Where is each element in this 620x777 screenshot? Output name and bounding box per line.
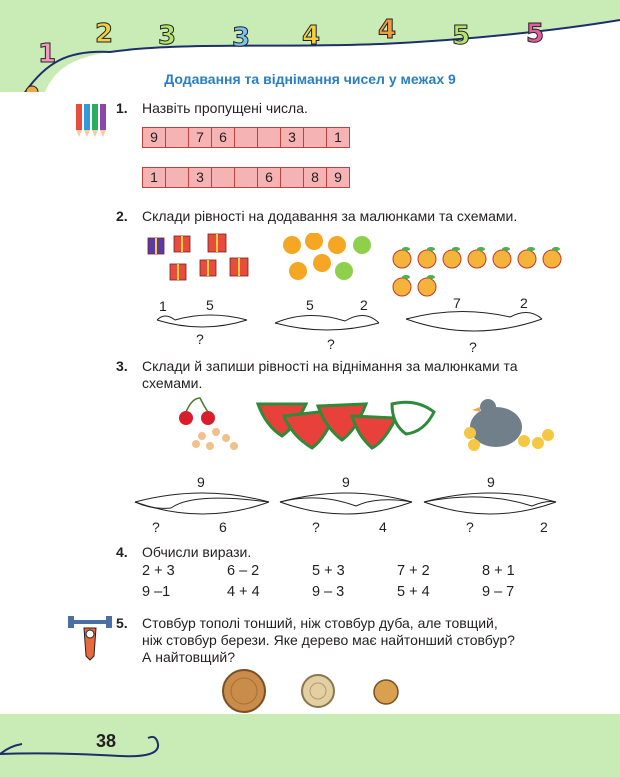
strip-cell-empty[interactable]: [235, 168, 258, 187]
page-number: 38: [96, 731, 117, 751]
expression: 5 + 4: [397, 584, 430, 600]
fruits-picture: [280, 233, 380, 288]
scheme-label: ?: [466, 519, 474, 535]
scheme-label: 2: [360, 297, 368, 313]
pencils-icon: [72, 102, 112, 138]
task-5-line2: ніж стовбур берези. Яке дерево має найтонший стовбур?: [142, 632, 515, 648]
task-4-number: 4.: [116, 544, 128, 560]
scheme-label: 2: [540, 519, 548, 535]
task-5-number: 5.: [116, 615, 128, 631]
svg-text:4: 4: [302, 21, 321, 51]
scheme-label: 6: [219, 519, 227, 535]
strip-cell-empty[interactable]: [258, 128, 281, 147]
svg-text:4: 4: [378, 15, 397, 45]
svg-text:5: 5: [526, 19, 545, 49]
scheme-label: 9: [342, 474, 350, 490]
strip-cell-empty[interactable]: [304, 128, 327, 147]
number-strip-1: [142, 127, 350, 148]
scheme-3b: [278, 486, 414, 522]
strongman-icon: [68, 614, 112, 662]
scheme-label: ?: [327, 336, 335, 352]
svg-text:5: 5: [452, 21, 471, 51]
scheme-label: 2: [520, 295, 528, 311]
expression: 6 – 2: [227, 563, 260, 579]
scheme-label: 9: [487, 474, 495, 490]
svg-text:2: 2: [95, 19, 114, 49]
strip-cell: 6: [212, 128, 235, 147]
strip-cell-empty[interactable]: [281, 168, 304, 187]
task-1-number: 1.: [116, 100, 128, 116]
expression: 2 + 3: [142, 563, 175, 579]
strip-cell-empty[interactable]: [166, 128, 189, 147]
number-strip-2: [142, 167, 350, 188]
apples-picture: [388, 243, 563, 301]
strip-cell-empty[interactable]: [212, 168, 235, 187]
gift-boxes-picture: [140, 228, 265, 283]
strip-cell: 9: [334, 169, 342, 185]
scheme-label: 5: [306, 297, 314, 313]
cherries-picture: [172, 396, 242, 454]
task-4-text: Обчисли вирази.: [142, 544, 252, 560]
expression: 5 + 3: [312, 563, 345, 579]
page-title: Додавання та віднімання чисел у межах 9: [164, 71, 456, 87]
task-3-text-line2: схемами.: [142, 375, 203, 391]
footer-band: [0, 714, 620, 777]
svg-text:3: 3: [232, 23, 251, 53]
strip-cell: 7: [189, 128, 212, 147]
task-5-line3: А найтовщий?: [142, 649, 235, 665]
task-5-line1: Стовбур тополі тонший, ніж стовбур дуба, але товщий,: [142, 615, 498, 631]
scheme-label: 9: [197, 474, 205, 490]
task-3-text-line1: Склади й запиши рівності на віднімання за малюнками та: [142, 358, 518, 374]
expression: 8 + 1: [482, 563, 515, 579]
strip-cell-empty[interactable]: [166, 168, 189, 187]
expression: 4 + 4: [227, 584, 260, 600]
scheme-label: 4: [379, 519, 387, 535]
scheme-3a: [133, 486, 271, 522]
watermelon-picture: [256, 396, 442, 454]
scheme-label: 1: [159, 298, 167, 314]
scheme-label: ?: [196, 331, 204, 347]
expression: 9 – 3: [312, 584, 345, 600]
task-1-text: Назвіть пропущені числа.: [142, 100, 308, 116]
task-2-text: Склади рівності на додавання за малюнками та схемами.: [142, 208, 518, 224]
expression: 7 + 2: [397, 563, 430, 579]
task-2-number: 2.: [116, 208, 128, 224]
strip-cell: 6: [258, 168, 281, 187]
scheme-label: ?: [469, 339, 477, 355]
scheme-label: 7: [453, 295, 461, 311]
tree-trunks-picture: [220, 668, 410, 714]
scheme-3c: [422, 486, 558, 522]
scheme-label: 5: [206, 297, 214, 313]
strip-cell: 1: [143, 168, 166, 187]
scheme-label: ?: [152, 519, 160, 535]
hen-and-chicks-picture: [460, 393, 556, 455]
strip-cell: 1: [334, 129, 342, 145]
task-3-number: 3.: [116, 358, 128, 374]
svg-text:1: 1: [38, 39, 57, 69]
strip-cell-empty[interactable]: [235, 128, 258, 147]
strip-cell: 3: [189, 168, 212, 187]
scheme-label: ?: [312, 519, 320, 535]
strip-cell: 8: [304, 168, 327, 187]
strip-cell: 3: [281, 128, 304, 147]
expression: 9 – 7: [482, 584, 515, 600]
svg-text:3: 3: [158, 21, 177, 51]
strip-cell: 9: [143, 128, 166, 147]
expression: 9 –1: [142, 584, 171, 600]
